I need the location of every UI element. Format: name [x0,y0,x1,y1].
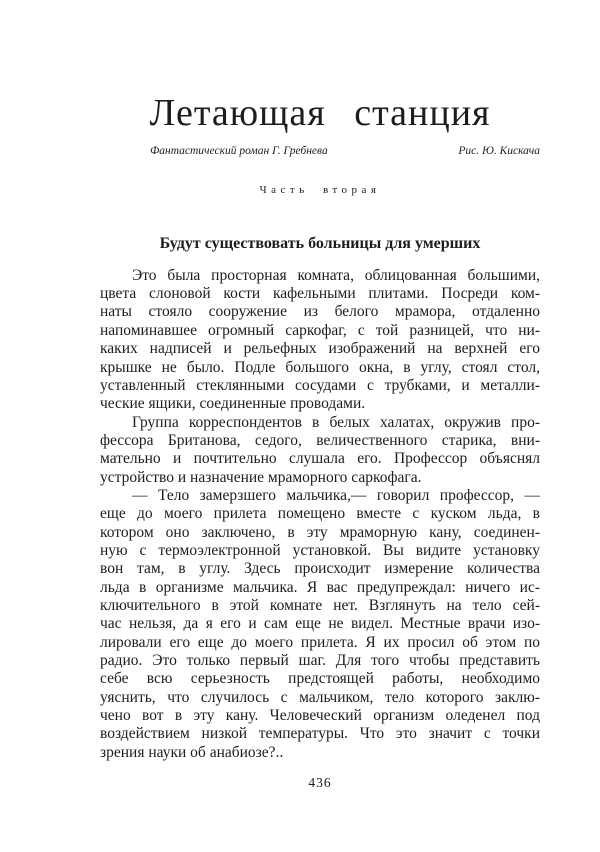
page-title: Летающая станция [149,92,491,134]
text-block [100,0,540,791]
body-line: ческие ящики, соединенные проводами. [100,395,366,413]
body-line: Группа корреспондентов в белых халатах, окружив про- [132,413,540,431]
byline-author: Фантастический роман Г. Гребнева [150,144,328,157]
body-text [100,267,540,762]
byline-illustrator: Рис. Ю. Кискача [458,144,540,157]
body-line: себе всю серьезность предстоящей работы, необходимо [100,670,540,688]
body-line: крышке не было. Подле большого окна, в углу, стоял стол, [100,358,540,376]
body-line: чено вот в эту кану. Человеческий организм оледенел под [100,707,540,725]
body-line: Это была просторная комната, облицованная большими, [132,266,540,284]
body-line: наты стояло сооружение из белого мрамора, отдаленно [100,303,540,321]
body-line: ключительного в этой комнате нет. Взглянуть на тело сей- [100,596,540,614]
byline-row [100,144,540,158]
body-line: час нельзя, да я его и сам еще не видел. Местные врачи изо- [100,615,540,633]
body-line: цвета слоновой кости кафельными плитами. Посреди ком- [100,285,540,303]
body-line: фессора Британова, седого, величественного старика, вни- [100,431,540,449]
body-line: уставленный стеклянными сосудами с трубками, и металли- [100,376,540,394]
body-line: устройство и назначение мраморного саркофага. [100,468,422,486]
body-paragraph [100,267,540,414]
body-line: зрения науки об анабиозе?.. [100,743,284,761]
body-line: мательно и почтительно слушала его. Профессор объяснял [100,450,540,468]
body-line: лировали его еще до моего прилета. Я их просил об этом по [100,633,540,651]
body-line: напоминавшее огромный саркофаг, с той разницей, что ни- [100,321,540,339]
body-line: — Тело замерзшего мальчика,— говорил профессор, — [132,486,540,504]
body-line: каких надписей и рельефных изображений на верхней его [100,340,540,358]
part-label: Часть вторая [259,183,381,196]
body-paragraph [100,414,540,487]
body-line: воздействием низкой температуры. Что это значит с точки [100,725,540,743]
body-line: котором оно заключено, в эту мраморную кану, соединен- [100,523,540,541]
page-number: 436 [308,775,332,791]
section-heading: Будут существовать больницы для умерших [159,234,481,252]
body-line: уяснить, что случилось с мальчиком, тело которого заклю- [100,688,540,706]
body-line: радио. Это только первый шаг. Для того чтобы представить [100,652,540,670]
body-line: льда в организме мальчика. Я вас предупреждал: ничего ис- [100,578,540,596]
body-line: еще до моего прилета помещено вместе с куском льда, в [100,505,540,523]
body-line: ную с термоэлектронной установкой. Вы видите установку [100,541,540,559]
body-paragraph [100,487,540,762]
body-line: вон там, в углу. Здесь происходит измерение количества [100,560,540,578]
